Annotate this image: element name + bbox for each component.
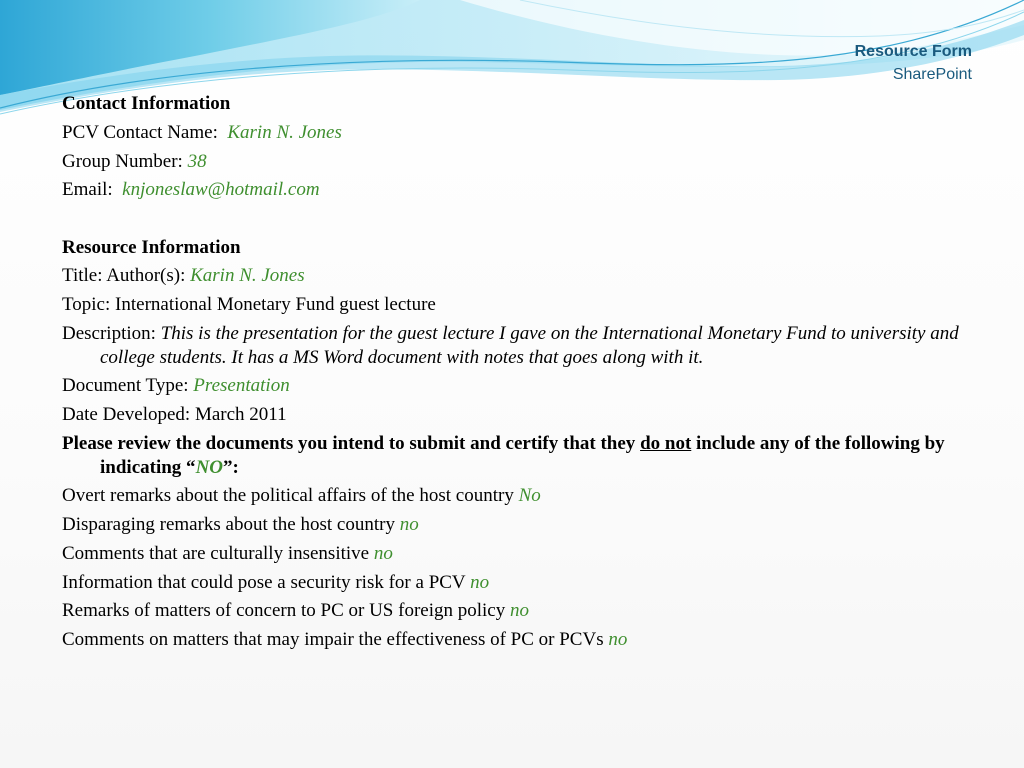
review-instruction [62,429,972,482]
group-number-label: Group Number: [62,150,183,172]
document-type-value: Presentation [193,375,290,397]
title-author-row [62,262,972,291]
title-author-value: Karin N. Jones [190,265,305,287]
title-author-label: Title: Author(s): [62,265,186,287]
slide-subtitle: SharePoint [892,66,972,83]
topic-row [62,291,972,320]
review-item-label: Information that could pose a security risk for a PCV [62,571,466,593]
review-item [62,511,972,540]
description-label: Description: [62,322,156,344]
review-text-end: ”: [223,456,239,478]
review-item [62,568,972,597]
description-row [62,319,972,372]
resource-heading: Resource Information [62,236,241,258]
contact-heading: Contact Information [62,93,231,115]
review-item [62,597,972,626]
review-item-answer: No [518,485,541,507]
slide-title-block [855,40,972,86]
date-developed-value: March 2011 [194,404,287,426]
review-item-label: Comments that are culturally insensitive [62,542,370,564]
document-type-row [62,372,972,401]
review-text-underlined: do not [640,432,692,454]
review-text-before: Please review the documents you intend to submit and certify that they [62,432,641,454]
review-item [62,482,972,511]
email-value: knjoneslaw@hotmail.com [122,179,320,201]
review-item [62,540,972,569]
date-developed-row [62,401,972,430]
contact-name-row [62,119,972,148]
review-item-answer: no [373,542,393,564]
document-type-label: Document Type: [62,375,189,397]
group-number-value: 38 [187,150,207,172]
review-text-after: include any of the following by indicating “ [100,432,945,478]
review-item-label: Comments on matters that may impair the effectiveness of PC or PCVs [62,628,604,650]
description-value: This is the presentation for the guest lecture I gave on the International Monetary Fund to university and college students. It has a MS Word document with notes that goes along with it. [100,322,959,368]
topic-label: Topic: [62,294,111,316]
group-number-row [62,147,972,176]
date-developed-label: Date Developed: [62,404,191,426]
review-answer-token: NO [195,456,224,478]
email-row [62,176,972,205]
review-item-label: Overt remarks about the political affairs of the host country [62,485,514,507]
contact-name-value: Karin N. Jones [227,121,342,143]
review-item-label: Disparaging remarks about the host country [62,514,395,536]
review-item-answer: no [509,600,529,622]
review-item-label: Remarks of matters of concern to PC or US foreign policy [62,600,506,622]
form-content [62,90,972,654]
topic-value: International Monetary Fund guest lecture [115,294,436,316]
review-item-answer: no [470,571,490,593]
review-item-answer: no [608,628,628,650]
review-item [62,626,972,655]
slide-title: Resource Form [854,43,972,60]
contact-name-label: PCV Contact Name: [62,121,218,143]
section-spacer [62,205,972,234]
review-item-answer: no [399,514,419,536]
email-label: Email: [62,179,113,201]
